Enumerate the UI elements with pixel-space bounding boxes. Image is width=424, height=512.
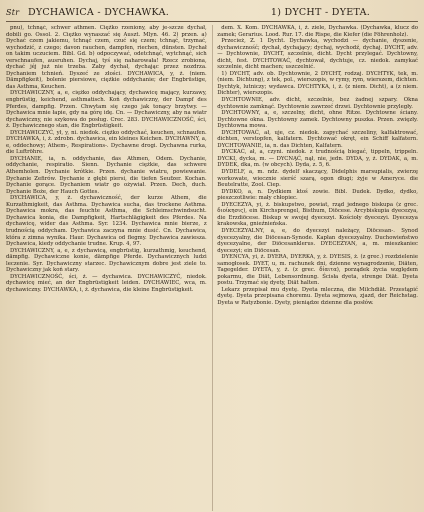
right-column-entry: DYDELF, a, m. ndz. dydelf skaczący, Didelphis marsupialis, zwierzę workowate, wiecznie sierść szarą, ogon długi; żyje w Ameryce. die Beutelratte, Zool. Ciep.: [217, 169, 418, 189]
text-columns: [6, 25, 418, 511]
right-column-entry: DYECEZYA, yi, ż. biskupstwo, powiat, rząd jednego biskupa (z grec. διοίκησις), ein Kirchsprengel, Bisthum, Diöcese. Arcybiskupia dyecezya, die Erzdiöcese. Biskup w swojej dyecezyi. Kościoły dyecezyi. Dyecezya krakowska, gnieźnieńska.: [217, 201, 418, 228]
right-column-entry: DYCHTOWNY, a, e, szczelny, dicht, ohne Ritze. Dychtowne ściany. Dychtowne okna. Dychtowny zamek. Dychtowny puszka. Przen. zwięzły. Dychtowna mowa.: [217, 110, 418, 130]
left-column-entry: pnu), tchnąć, schwer athmen. Ciężko rzeniony, aby je-szcze dychał, dobili go. Ossol. 2. Ciężko wynaszać się Auszt. Mlyn. 46. 2) przen. a) Dychać czem jakiemu, tchnąć czem, czuć się czem; tchnąć, trzymać, wychodzić, z czego; davon rauchen, dampfen, riechen, dünsten. Dychał on takim uczuciem. Bibl. Gd. b) odpoczywać, odetchnąć, wytchnąć, sich verschnaufen, ausruhen. Dychaj, tyś się naharowała! Rzecz zrobiona, dychać jéj już nie trzeba. Zaby dychał, dychając przez nozdrza. Dychaniem tchnień. Dyszeć ze złości. DYCHAWICA, y, ż. (niem. Dämpfigkeit), bolenie piersiowe, ciężkie oddychanie; der Engbrüstige, das Asthma, Keuchen.: [6, 25, 207, 90]
right-column-entry: DYENCYA, yi, ż. DYERA, DYERKA, y, ż. DYESIS, ż. (z grec.) rozdzielenie samogłosek. DYET, u, m. rachunek dni, dzienne wynagrodzenie, Diäten, Tagegelder. DYETA, y, ż. (z grec. δίαιτα), porządek życia względem pokarmu, die Diät, Lebensordnung. Ścisła dyeta, strenge Diät. Dyeta postu. Trzymać się dyety, Diät halten.: [217, 254, 418, 287]
left-column: [6, 25, 207, 511]
page-number: Str: [6, 8, 20, 17]
left-column-entry: DYCHAWICZYĆ, ył, y, ni. niedok. ciężko oddychać, keuchen, schnaufen. DYCHAWKA, i, ż. zdrobn. dychawica, ein kleines Keichen. DYCHAWNY, a, e, oddechowy; Athem-, Respirations-. Dychawne drogi. Dychawna rurka, die Luftröhre.: [6, 129, 207, 156]
right-column-entry: dem. X. Kom. DYCHAWKA, i, ż. ziele, Dychawka. (Dychawka, klucz do zamek; Gerarius. Lood. Rur. 17. die Rispe, die Kiefer (die Föhrenholz).: [217, 25, 418, 38]
column-divider: [212, 25, 213, 511]
right-column-entry: 1) DYCHT, adv. ob. Dychtownie, 2 DYCHT, rodzaj. DYCHTYK, tek, m. (niem. Dichtung), z tek, pol., wierszopis, w rymy, rym, wierszem, dichten. Dychtyk, lutniczy; wydawca. DYCHTYKA, i, ż. (z niem. Dicht), a (z niem. Dichter), wierszopis.: [217, 70, 418, 97]
left-column-entry: DYCHAWICZNY, a, e, ciężko oddychający, dychawicę mający, kurzawy, engbrüstig, keichend, asthmatisch. Koń dychawiczny, der Dampf des Pferdes, dampfig. Przen. Chwytam się czego jak tonący brzytwy. — Dychawica mnie łapie, gdy na górę idę. Cn. — Dychawiczny, aby na wiatr dychawiczny, nie szykowa do posług. Crec. 283. DYCHAWICZNOŚĆ, ści, ż. Dychawicznego stan, die Engbrüstigkeit.: [6, 90, 207, 130]
header-right-title: 1) DYCHT - DYETA.: [270, 7, 371, 18]
right-column-entry: DYCHTOWAĆ, ał, uje, cz. niedok. zapychać szczeliny, kalfaktrować, dichten, verstopfen, kalfatern. Dychtować okręt, ein Schiff kalfatern. DYCHTOWANIE, ia, n. das Dichten, Kalfatern.: [217, 129, 418, 149]
right-column-entry: DYDKO, a, n. Dydkiem ktoś zowie. Bibl. Dudek. Dydko, dydko, pieszczotliwie: mały chłopiec.: [217, 188, 418, 202]
running-header: [6, 7, 418, 22]
left-column-entry: DYCHANIE, ia, n. oddychanie, das Athmen, Odem. Dychanie, oddychanie, respiratio. Sienn. Dychanie ciężkie, das schwere Athemholen. Dychanie krótkie. Przen. dychanie wiatru, powiewanie. Dychanie Zefirów. Dychanie z głębi piersi, die tiefen Seufzer. Kochan. Dychanie gorące. Dychaniem wiatr go ożywiał. Przen. Dech, duch. Dychanie Boże, der Hauch Gottes.: [6, 155, 207, 195]
header-left-title: DYCHAWICA - DYCHAWKA.: [28, 7, 170, 18]
right-column-entry: DYCKAĆ, ał, a, czyni. niedok. z trudnością biegać, tippeln, trippeln. DYCKI, dycka, m. — DYCNĄĆ, nął, nie, jedn. DYDA, y, ż. DYDAK, a, m. DYDEK, dka, m. (w obcych). Dyda, z. 5, 6.: [217, 149, 418, 169]
right-column: [217, 25, 418, 511]
right-column-entry: DYCHTOWNIE, adv. dicht, szczelnie, bez żadnej szpary. Okna dychtownie zamknąć. Dychtownie zawrzeć drzwi. Dychtownie przyległy.: [217, 97, 418, 110]
right-column-entry: Przecież, Z. 1 Dycht. Dychawka, wychodzi — dychanie, dyszenie, dychawiczność; dychał, dychający; dychaj, wychodź, dychaj. DYCHT, adv. — Dychtownie, DYCHT, szczelnie, dicht. Dycht przylegać. Dychtowny, dicht, fest. DYCHTOWAĆ, dychtował, dychtuje, cz. niedok. zamykać szczelnie, dicht machen; uszczelnić.: [217, 38, 418, 71]
right-column-entry: DYECEZYALNY, a, e, do dyecezyi należący, Diöcesan-. Synod dyecezyalny, die Diöcesan-Synode. Kapłan dyecezyalny. Duchowieństwo dyecezyalne, der Diöcesanklerus. DYECEZYAN, a, m. mieszkaniec dyecezyi; ein Diöcesan.: [217, 227, 418, 254]
left-column-entry: DYCHAWICZNOŚĆ, ści, ż. — dychawica. DYCHAWICZYĆ, niedok. dychawicę mieć, an der Engbrüstigkeit leiden. DYCHAWIEC, wca, m. dychawiczny. DYCHAWKA, i, ż. dychawica, die kleine Engbrüstigkeit.: [6, 273, 207, 293]
left-column-entry: DYCHAWICA, y, ż. dychawiczność, der kurze Athem, die Kurzathmigkeit, das Asthma. Dychawica sucha, das trockene Asthma. Dychawica mokra, das feuchte Asthma, die Schleimschwindsucht. Dychawica konia, die Dampfigkeit, Hartschlägigkeit des Pferdes. Na dychawicę, wider das Asthma. Syr. 1234. Dychawica mnie bierze, z trudnością oddycham. Dychawica zaczyna mnie dusić. Cn. Dychawica, która z zimna wynika. Haur. Dychawica od flegmy. Dychawica zawiesza. Dychawica, kiedy oddychanie trudne. Krup. 4, 97.: [6, 195, 207, 248]
right-column-entry: Lekarz przepisał mu dyetę. Dyeta mleczna, die Milchdiät. Przestąpić dyetę. Dyeta przepisana choremu. Dyeta sejmowa, zjazd, der Reichstag. Dyeta w Ratyzbonie. Dyety, pieniądze dzienne dla posłów.: [217, 286, 418, 306]
left-column-entry: DYCHAWICZNY, a, e, z dychawicą, engbrüstig, kurzathmig, keuchend, dämpfig. Dychawiczne konie, dämpfige Pferde. Dychawicznych ludzi leczenie. Syr. Dychawiczny starzec. Dychawicznym dobre jest ziele to. Dychawiczny jak koń stary.: [6, 247, 207, 274]
